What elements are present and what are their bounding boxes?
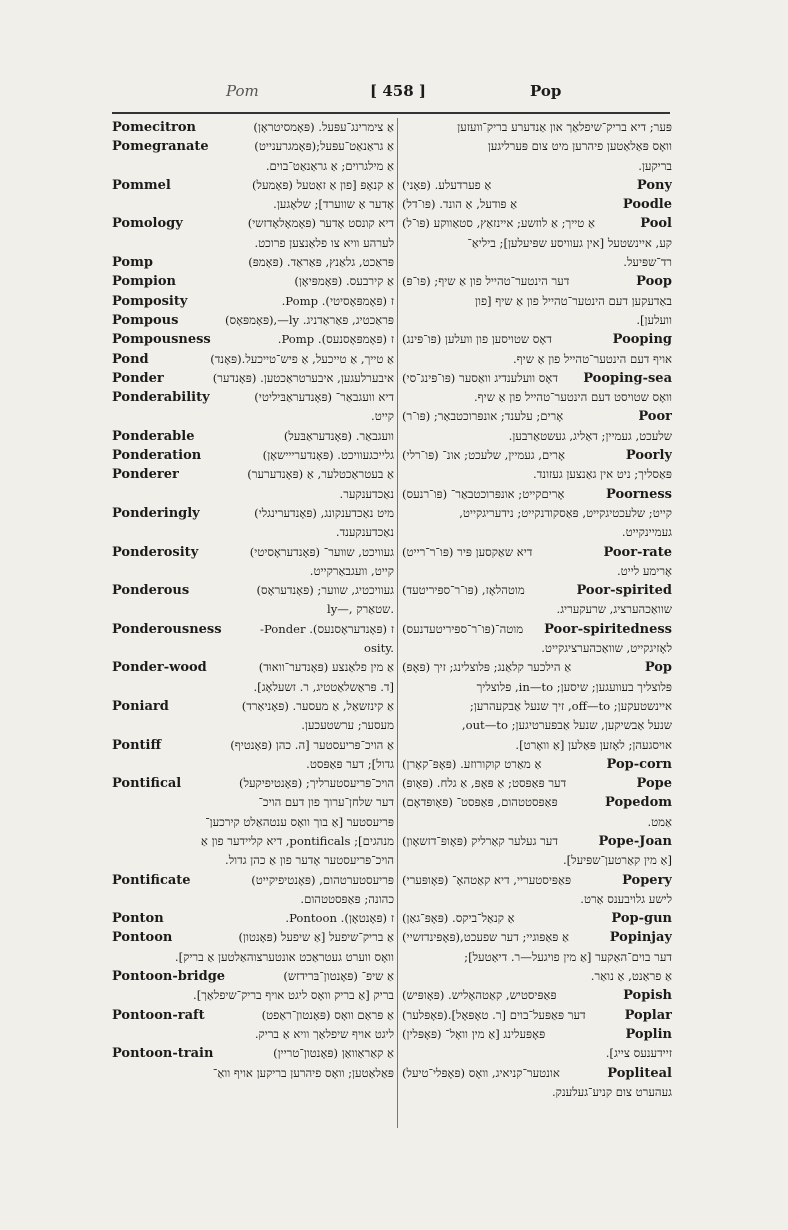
headword: Poor [638, 409, 672, 425]
entry-line [402, 967, 672, 986]
definition-text: אַ פּראַם וואָס (פּאָנטון־ראַפט) [261, 1007, 394, 1022]
entry-line [112, 350, 394, 369]
entry-line [402, 388, 672, 407]
headword: Ponderingly [112, 505, 200, 521]
definition-text: פּראַכטיג, פּאַראַדניג. ly—,(פּאָמפּאָס) [224, 312, 394, 327]
entry-line [112, 118, 394, 137]
definition-text: אַ פערדעלע. (פּאָני) [402, 177, 492, 192]
headword: Pontoon-raft [112, 1007, 205, 1023]
entry-line [402, 562, 672, 581]
entry-line [112, 620, 394, 639]
entry-line [112, 851, 394, 870]
definition-text: נאַכדענקער. [339, 486, 394, 501]
headword: Ponderability [112, 390, 210, 406]
definition-text: וואָס שטויסט דעם הינטער־טהייל פון אַ שיף. [473, 390, 672, 405]
entry-line [402, 909, 672, 928]
definition-text: וועלען]. [636, 312, 672, 327]
definition-text: אַ קנאַל־ביקס. (פּאָפּ־גאַן) [402, 911, 515, 926]
definition-text: איינשטעקען; off—to, זיך שנעל אַבקעהרען; [469, 698, 672, 713]
definition-text: אונטער־קניאיג, וואָס (פּאָפּלי־טיעל) [402, 1065, 560, 1080]
headword: Pomology [112, 216, 183, 232]
entry-line [402, 871, 672, 890]
definition-text: הויכ־פּריעסטערליך; (פּאָנטיפיקעל) [239, 776, 394, 791]
definition-text: אויף דעם הינטער־טהייל פון אַ שיף. [512, 351, 672, 366]
entry-line [112, 388, 394, 407]
entry-line [402, 620, 672, 639]
entry-line [402, 793, 672, 812]
definition-text: מיט נאַכדענקונג, (פּאָנדערינגלי) [254, 505, 394, 520]
entry-line [112, 157, 394, 176]
headword: Pompion [112, 274, 177, 290]
entry-line [112, 813, 394, 832]
definition-text: לישע גלויבענס אַרט. [580, 891, 672, 906]
definition-text: דאָס שטויסען פון וועלען (פּו־פּינג) [402, 332, 552, 347]
definition-text: -Ponder .ז (פּאָנדעראָסנעס) [260, 621, 394, 636]
definition-text: מוטה־(פּו־ר־ספּיריטעדנעס) [402, 621, 524, 636]
headword: Poplin [625, 1026, 672, 1042]
definition-text: אַ בריק־שיפעל [אַ שיפעל (פּאָנטון) [238, 930, 394, 945]
definition-text: איבערלעגען, איבערטראַכטען. (פּאָנדער) [212, 370, 394, 385]
definition-text: פּאַפּסטטהום, פּאַפּסט־ (פּאָופּדאָם) [402, 795, 558, 810]
headword: Popery [622, 872, 672, 888]
definition-text: אַ קינזשאַל, אַ מעסער. (פּאָניאַרד) [241, 698, 394, 713]
entry-line [112, 176, 394, 195]
definition-text: אַ שיפ־ (פּאָנטון־בּרידזש) [283, 969, 394, 984]
definition-text: שוואַכהערציג, שרעקעריג. [556, 602, 672, 617]
entry-line [112, 658, 394, 677]
headword: Pop [644, 660, 672, 676]
definition-text: דער פּאַפּסט; אַ פּאָפּ, אַ גלח. (פּאָופּ) [402, 776, 567, 791]
headword: Pomp [112, 255, 153, 271]
entry-line [402, 774, 672, 793]
entry-line [112, 736, 394, 755]
entry-line [112, 1064, 394, 1083]
entry-line [112, 678, 394, 697]
entry-line [402, 407, 672, 426]
definition-text: קייט; שלעכטיגקייט, פּאַסקודנקייט; נידעריגקייט, [459, 505, 672, 520]
entry-line [112, 311, 394, 330]
definition-text: פּאַפּיסטיש, קאַטהאָליש. (פּאָופּיש) [402, 988, 557, 1003]
entry-line [112, 562, 394, 581]
entry-line [112, 465, 394, 484]
definition-text: דיא שאַקסען פּיר (פּו־ר־רייט) [402, 544, 533, 559]
definition-text: פּלוצליך בעוועגען; שיסען; in—to, פּלוצליך [476, 679, 672, 694]
headword: Ponder [112, 370, 164, 386]
entry-line [112, 832, 394, 851]
entry-line [402, 253, 672, 272]
entry-line [402, 504, 672, 523]
definition-text: אַ פראַנט, אַ נואַר. [590, 969, 672, 984]
entry-line [402, 697, 672, 716]
headword: Pop-gun [611, 911, 672, 927]
definition-text: דער פּאַפּעל־בוים [ר. טאָפּאָל].(פּאָפּלער) [402, 1007, 586, 1022]
definition-text: מעסער; ערשטעכען. [301, 718, 394, 733]
definition-text: אויסגעהן; לאָזען פּאַלען [אַ וואָרט]. [515, 737, 672, 752]
definition-text: פּאָפּעלינג [אַ מין וואָל־ (פּאָפּלין) [402, 1026, 546, 1041]
definition-text: שנעל אַבשיקען, שנעל אַבפּערטיגען; out—to, [461, 718, 672, 733]
headword: Ponderation [112, 448, 202, 464]
headword: Pop-corn [606, 756, 672, 772]
definition-text: אַ מילגרוים; אַ גראַנאַט־בוים. [265, 158, 394, 173]
entry-line [112, 427, 394, 446]
headword: Ponder-wood [112, 660, 207, 676]
entry-line [402, 948, 672, 967]
entry-line [402, 1006, 672, 1025]
page-number: [ 458 ] [370, 82, 426, 100]
definition-text: אַ קאַראַוואַן (פּאָנטון־טריין) [273, 1046, 394, 1061]
entry-line [402, 1064, 672, 1083]
headword: Popish [623, 988, 672, 1004]
entry-line [402, 523, 672, 542]
definition-text: בריק [אַ בריק וואָס ליגט אויף בריק־שיפלאַך]. [193, 988, 394, 1003]
definition-text: אָדער אַ שווערד]; שלאָגען. [273, 197, 394, 212]
entry-line [112, 774, 394, 793]
entry-line [112, 292, 394, 311]
definition-text: באַדעקען דעם הינטער־טהייל פון אַ שיף [פון [475, 293, 672, 308]
definition-text: אַ קירבעס. (פּאָמפּיאָן) [294, 274, 394, 289]
entry-line [112, 793, 394, 812]
entry-line [402, 465, 672, 484]
definition-text: .Pontoon .ז (פּאָנטאָן) [285, 911, 394, 926]
headword: Pomposity [112, 293, 188, 309]
entry-line [112, 697, 394, 716]
entry-line [402, 581, 672, 600]
definition-text: אַ מאַרט קוקורוזע. (פּאָפּ־קאָרן) [402, 756, 542, 771]
headword: Pomegranate [112, 139, 209, 155]
entry-line [402, 890, 672, 909]
definition-text: נאַכדענקענד. [335, 525, 394, 540]
entry-line [402, 639, 672, 658]
headword: Pooping-sea [583, 370, 672, 386]
entry-line [112, 948, 394, 967]
definition-text: אַ הויכ־פּריעסטער [ה. כהן (פּאָנטיף) [230, 737, 394, 752]
headword: Pontifical [112, 776, 182, 792]
entry-line [112, 581, 394, 600]
entry-line [402, 137, 672, 156]
definition-text: אַ הילכער קלאַנג; פּלוצלינג; זיך (פּאָפּ) [402, 660, 572, 675]
definition-text: .Pomp .ז (פּאָמפּאָסנעס) [277, 332, 394, 347]
definition-text: גדול]; דער פּאַפּסט. [306, 756, 394, 771]
definition-text: פּאַסליך; ניט אין גאַנצען געזונד. [533, 467, 672, 482]
entry-line [112, 909, 394, 928]
headword: Poodle [622, 197, 672, 213]
headword: Poor-rate [603, 544, 672, 560]
entry-line [402, 832, 672, 851]
headword: Ponderous [112, 583, 190, 599]
headword: Pontoon-train [112, 1046, 214, 1062]
definition-text: אַ טייך; אַ לוזשע; איינזאַץ, סטאַווקע (פּו־ל) [402, 216, 595, 231]
headword: Pope [636, 776, 672, 792]
entry-line [402, 851, 672, 870]
headword: Pommel [112, 177, 171, 193]
definition-text: דער געלער קאַרליק (פּאָופּ־דזשאָון) [402, 833, 558, 848]
entry-line [112, 755, 394, 774]
entry-line [402, 600, 672, 619]
entry-line [402, 176, 672, 195]
definition-text: אָריםקייט; אונפּרוכטבאַר־ (פּו־רנעס) [402, 486, 565, 501]
entry-line [402, 1083, 672, 1102]
definition-text: פּריעסטערטהום, (פּאָנטיפיקייט) [251, 872, 394, 887]
entry-line [112, 214, 394, 233]
entry-line [402, 330, 672, 349]
headword: Popliteal [607, 1065, 672, 1081]
headword: Pontoon-bridge [112, 969, 226, 985]
entry-line [112, 504, 394, 523]
headword: Pooping [612, 332, 672, 348]
definition-text: פּריעסטער [אַ בוך וואָס ענטהאַלט קירכען־ [205, 814, 394, 829]
entry-line [402, 485, 672, 504]
entry-line [112, 1044, 394, 1063]
entry-line [112, 407, 394, 426]
headword: Poor-spiritedness [544, 621, 672, 637]
definition-text: אַמט. [647, 814, 672, 829]
definition-text: וועגבאַר. (פּאָנדעראַבּעל) [283, 428, 394, 443]
definition-text: אַ גראַנאַט־עפּעל;(פּאָמגרענייט) [254, 139, 394, 154]
headword: Pontiff [112, 737, 162, 753]
definition-text: בריקען. [638, 158, 672, 173]
entry-line [402, 678, 672, 697]
definition-text: שלעכט, געמיין; דאַליג, געשטאַרבען. [508, 428, 672, 443]
headword: Ponton [112, 911, 164, 927]
entry-line [402, 350, 672, 369]
definition-text: דאָס וועלענדיג וואַסער (פּו־פּינג־סי) [402, 370, 558, 385]
headword: Poniard [112, 698, 169, 714]
column-divider [397, 118, 398, 1128]
entry-line [402, 311, 672, 330]
definition-text: פּער; דיא בריק־שיפלאַך און אַנדערע בריק־וועזען [457, 120, 672, 134]
definition-text: קע, איינשטעל [אין געוויסע שפּיעלען]; ביליאַ־ [467, 235, 672, 250]
entry-line [402, 736, 672, 755]
headword: Poorness [606, 486, 672, 502]
definition-text: אַ טייך, אַ טייכעל, אַ פיש־טייכעל.(פּאָנד) [210, 351, 394, 366]
definition-text: מנהגים]; pontificals, דיא קליידער פון אַ [200, 833, 394, 848]
right-column [402, 118, 672, 1102]
entry-line [112, 523, 394, 542]
definition-text: אַ מין פלאַנצע (פּאָנדער־וואוּד) [258, 660, 394, 675]
definition-text: ליגט אויף שיפלאַך וויא אַ בריק. [254, 1026, 394, 1041]
page-header [0, 78, 788, 108]
headword: Poplar [624, 1007, 672, 1023]
entry-line [112, 234, 394, 253]
entry-line [112, 600, 394, 619]
definition-text: אָרים, געמיין, שלעכט; אונ־ (פּו־רלי) [402, 448, 565, 463]
definition-text: געהערט צום קניע־געלענק. [551, 1084, 672, 1099]
entry-line [402, 446, 672, 465]
headword: Pompousness [112, 332, 211, 348]
entry-line [112, 272, 394, 291]
definition-text: רד־שפּיעל. [623, 255, 672, 270]
headword: Pond [112, 351, 149, 367]
definition-text: לערהע וויא צו פלאַנצען פרוכט. [254, 235, 394, 250]
entry-line [112, 716, 394, 735]
entry-line [112, 871, 394, 890]
entry-line [112, 1025, 394, 1044]
definition-text: אָרים; עלענד; אונפּרוכטבאַר; (פּו־ר) [402, 409, 564, 424]
definition-text: דער הינטער־טהייל פון אַ שיף; (פּו־פּ) [402, 274, 570, 289]
definition-text: דער בוים־האַקער [אַ מין פויגעל—ר. דיאַטעל]; [464, 949, 672, 964]
entry-line [112, 330, 394, 349]
definition-text: אַ בעטראַכטלער, אַ (פּאָנדערער) [247, 467, 394, 482]
definition-text: וואָס ווערט געטראַכט אונטערצוהאַלטען אַ בריק]. [174, 949, 394, 964]
entry-line [402, 658, 672, 677]
entry-line [402, 755, 672, 774]
definition-text: הויכ־פּריעסטער אָדער פון אַ כהן גדול. [225, 853, 394, 868]
definition-text: אַ פּודעל, אַ הונד. (פּו־דל) [402, 197, 518, 212]
definition-text: דיא קונסט אָדער (פּאָמאָלאָדזשי) [247, 216, 394, 231]
left-column [112, 118, 394, 1083]
headword: Ponderable [112, 428, 195, 444]
entry-line [112, 446, 394, 465]
entry-line [402, 214, 672, 233]
definition-text: גלייכגעוויכט. (פּאָנדערייישאָן) [262, 448, 394, 463]
headword: Ponderousness [112, 621, 222, 637]
definition-text: אַ פּאַפּוגיי; דער שפעכט,(פּאָפּינדזשיי) [402, 930, 569, 945]
entry-line [402, 1044, 672, 1063]
entry-line [112, 928, 394, 947]
entry-line [402, 986, 672, 1005]
header-rule [112, 112, 670, 114]
entry-line [112, 639, 394, 658]
entry-line [402, 928, 672, 947]
definition-text: זיידענעס צייג]. [605, 1046, 672, 1061]
entry-line [402, 543, 672, 562]
entry-line [112, 485, 394, 504]
definition-text: [אַ מין קאַרטען־שפּיעל]. [562, 853, 672, 868]
headword: Pompous [112, 312, 179, 328]
entry-line [112, 986, 394, 1005]
definition-text: .Pomp .ז (פּאָמפּאָסיטי) [281, 293, 394, 308]
definition-text: כהונה; פּאַפּסטטהום. [300, 891, 394, 906]
headword: Ponderer [112, 467, 179, 483]
definition-text: געוויכטיג, שווער; (פּאָנדעראָס) [256, 583, 394, 598]
entry-line [112, 543, 394, 562]
headword: Poorly [625, 448, 672, 464]
headword: Pony [636, 177, 672, 193]
definition-text: לאָזיגקייט, שוואַכהערציגקייט. [541, 641, 672, 656]
entry-line [112, 369, 394, 388]
definition-text: דער שלחן־ערוך פון דעם הויכ־ [258, 795, 394, 810]
definition-text: קייט. [371, 409, 394, 424]
definition-text: קייט, וועגבאַרקייט. [309, 563, 394, 578]
definition-text: פּאַלאַטען; וואָס פיהרען בריקען אויף וואַ־ [212, 1065, 394, 1080]
entry-line [112, 137, 394, 156]
headword: Popinjay [609, 930, 672, 946]
headword: Poop [636, 274, 672, 290]
entry-line [112, 253, 394, 272]
definition-text: מוטהלאָז, (פּו־ר־ספּיריטעד) [402, 583, 525, 598]
definition-text: פּאַפּיסטעריי, דיא קאַטהאָ־ (פּאָופּערי) [402, 872, 572, 887]
entry-line [402, 157, 672, 176]
headword: Pomecitron [112, 120, 196, 135]
entry-line [402, 369, 672, 388]
entry-line [402, 292, 672, 311]
entry-line [402, 813, 672, 832]
definition-text: [ד. פּראַשלאַטטיג, ר. זשעלאָג]. [253, 679, 394, 694]
definition-text: אַ צימרינג־עפּעל. (פּאָמסיטראָן) [253, 120, 394, 134]
headword: Pontoon [112, 930, 173, 946]
entry-line [112, 1006, 394, 1025]
headword: Popedom [605, 795, 672, 811]
definition-text: אַ קנאָפּ [פון אַ זאַטעל (פּאָמעל) [252, 177, 394, 192]
entry-line [402, 195, 672, 214]
definition-text: אָרימע לייט. [616, 563, 672, 578]
headword: Poor-spirited [576, 583, 672, 599]
entry-line [402, 272, 672, 291]
running-head-right: Pop [530, 82, 562, 100]
definition-text: געוויכט, שווער־ (פּאָנדעראָסיטי) [249, 544, 394, 559]
definition-text: ly—, שטאַרק. [327, 602, 394, 617]
entry-line [402, 234, 672, 253]
definition-text: געמיינקייט. [621, 525, 672, 540]
entry-line [402, 1025, 672, 1044]
definition-text: osity. [364, 641, 394, 656]
headword: Pontificate [112, 872, 191, 888]
entry-line [112, 967, 394, 986]
definition-text: פּראַכט, גלאַנץ, פּאַראַד. (פּאָמפּ) [248, 255, 394, 270]
headword: Pool [640, 216, 672, 232]
entry-line [112, 890, 394, 909]
definition-text: וואָס פּאַלאַטען פיהרען מיט צום פּערליגען [487, 139, 672, 154]
entry-line [402, 427, 672, 446]
running-head-left: Pom [226, 82, 259, 100]
headword: Ponderosity [112, 544, 199, 560]
definition-text: דיא וועגבאַר־ (פּאָנדעראַבּיליטי) [254, 390, 394, 405]
entry-line [402, 716, 672, 735]
entry-line [402, 118, 672, 137]
entry-line [112, 195, 394, 214]
headword: Pope-Joan [598, 833, 672, 849]
